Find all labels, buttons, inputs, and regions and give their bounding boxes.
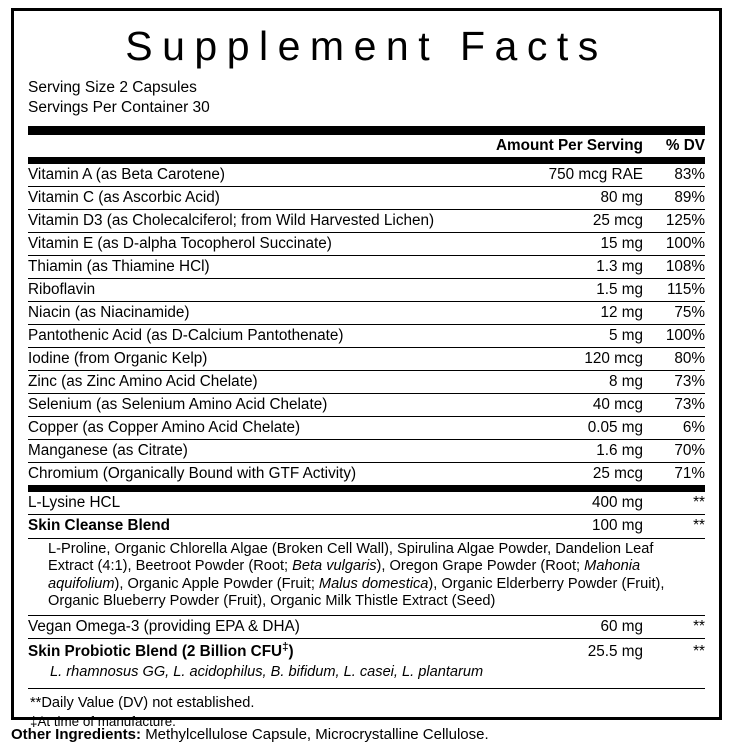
probiotic-strains: L. rhamnosus GG, L. acidophilus, B. bifidum, L. casei, L. plantarum	[50, 663, 484, 680]
other-ingredients-label: Other Ingredients:	[11, 726, 142, 743]
nutrient-amount: 1.6 mg	[493, 440, 643, 463]
table-row	[28, 325, 705, 348]
serving-block	[28, 78, 705, 118]
nutrient-dv: 73%	[643, 371, 705, 394]
nutrient-dv: 125%	[643, 209, 705, 232]
nutrient-dv: 6%	[643, 417, 705, 440]
table-row	[28, 417, 705, 440]
nutrients-table	[28, 164, 705, 487]
nutrient-name: Riboflavin	[28, 278, 493, 301]
nutrient-amount: 120 mcg	[493, 348, 643, 371]
nutrient-dv: 89%	[643, 186, 705, 209]
nutrient-name: Vitamin A (as Beta Carotene)	[28, 164, 493, 187]
nutrient-name: Manganese (as Citrate)	[28, 440, 493, 463]
nutrient-amount: 0.05 mg	[493, 417, 643, 440]
divider-thick-top	[28, 126, 705, 135]
nutrient-amount: 1.3 mg	[493, 255, 643, 278]
probiotic-name: Skin Probiotic Blend (2 Billion CFU‡)	[28, 640, 294, 660]
skin-cleanse-description: L-Proline, Organic Chlorella Algae (Broken Cell Wall), Spirulina Algae Powder, Dandelion Leaf Extract (4:1), Beetroot Powder (Root; Beta vulgaris), Oregon Grape Powder (Root; Mahonia aquifolium), Organic Apple Powder (Fruit; Malus domestica), Organic Elderberry Powder (Fruit), Organic Blueberry Powder (Fruit), Organic Milk Thistle Extract (Seed)	[28, 539, 705, 616]
nutrient-amount: 25 mcg	[493, 463, 643, 486]
table-row	[28, 255, 705, 278]
other-ingredients-text: Methylcellulose Capsule, Microcrystalline Cellulose.	[145, 726, 489, 743]
blends-table	[28, 492, 705, 684]
nutrient-dv: 75%	[643, 302, 705, 325]
nutrient-dv: 80%	[643, 348, 705, 371]
table-row-probiotic	[28, 638, 705, 663]
nutrient-dv: 73%	[643, 394, 705, 417]
table-row	[28, 302, 705, 325]
table-header-row	[28, 135, 705, 158]
nutrient-dv: 71%	[643, 463, 705, 486]
nutrient-dv: 70%	[643, 440, 705, 463]
nutrient-amount: 750 mcg RAE	[493, 164, 643, 187]
table-row	[28, 492, 705, 515]
supplement-facts-panel	[11, 8, 722, 730]
table-row-omega	[28, 616, 705, 639]
table-row	[28, 394, 705, 417]
footnote-dv: **Daily Value (DV) not established.	[30, 695, 255, 712]
nutrient-dv: 100%	[643, 325, 705, 348]
nutrient-amount: 12 mg	[493, 302, 643, 325]
nutrient-name: L-Lysine HCL	[28, 492, 493, 515]
table-row	[28, 440, 705, 463]
table-row	[28, 232, 705, 255]
nutrient-name: Vitamin D3 (as Cholecalciferol; from Wild Harvested Lichen)	[28, 209, 493, 232]
table-row	[28, 348, 705, 371]
nutrient-name: Iodine (from Organic Kelp)	[28, 348, 493, 371]
table-row	[28, 209, 705, 232]
serving-size: Serving Size 2 Capsules	[28, 79, 197, 97]
other-ingredients	[11, 726, 722, 744]
nutrient-dv: 115%	[643, 278, 705, 301]
nutrient-dv: 108%	[643, 255, 705, 278]
skin-cleanse-name: Skin Cleanse Blend	[28, 515, 493, 538]
nutrient-name: Chromium (Organically Bound with GTF Activity)	[28, 463, 493, 486]
header-amount: Amount Per Serving	[493, 135, 643, 158]
nutrient-amount: 400 mg	[493, 492, 643, 515]
table-row	[28, 186, 705, 209]
nutrient-name: Thiamin (as Thiamine HCl)	[28, 255, 493, 278]
footnotes	[28, 689, 705, 731]
omega-dv: **	[643, 616, 705, 639]
probiotic-dv: **	[693, 642, 705, 660]
nutrient-amount: 40 mcg	[493, 394, 643, 417]
table-row-skin-cleanse-desc	[28, 538, 705, 616]
table-row	[28, 278, 705, 301]
nutrient-name: Vitamin E (as D-alpha Tocopherol Succinate)	[28, 232, 493, 255]
nutrient-amount: 1.5 mg	[493, 278, 643, 301]
nutrient-amount: 80 mg	[493, 186, 643, 209]
facts-header-table	[28, 135, 705, 158]
footnote-manufacture: ‡At time of manufacture.	[30, 714, 176, 730]
nutrient-name: Zinc (as Zinc Amino Acid Chelate)	[28, 371, 493, 394]
nutrient-dv: 83%	[643, 164, 705, 187]
header-blank	[28, 135, 493, 158]
table-row-probiotic-strains	[28, 663, 705, 685]
nutrient-name: Copper (as Copper Amino Acid Chelate)	[28, 417, 493, 440]
table-row	[28, 164, 705, 187]
nutrient-name: Pantothenic Acid (as D-Calcium Pantothenate)	[28, 325, 493, 348]
omega-amount: 60 mg	[493, 616, 643, 639]
header-dv: % DV	[643, 135, 705, 158]
skin-cleanse-amount: 100 mg	[493, 515, 643, 538]
nutrient-amount: 8 mg	[493, 371, 643, 394]
page-title: Supplement Facts	[125, 23, 608, 69]
omega-name: Vegan Omega-3 (providing EPA & DHA)	[28, 616, 493, 639]
nutrient-name: Vitamin C (as Ascorbic Acid)	[28, 186, 493, 209]
nutrient-amount: 5 mg	[493, 325, 643, 348]
table-row	[28, 371, 705, 394]
nutrient-dv: 100%	[643, 232, 705, 255]
table-row-skin-cleanse	[28, 515, 705, 538]
nutrient-name: Niacin (as Niacinamide)	[28, 302, 493, 325]
nutrient-amount: 25 mcg	[493, 209, 643, 232]
servings-per-container: Servings Per Container 30	[28, 98, 210, 116]
nutrient-name: Selenium (as Selenium Amino Acid Chelate)	[28, 394, 493, 417]
table-row	[28, 463, 705, 486]
nutrient-dv: **	[643, 492, 705, 515]
probiotic-amount: 25.5 mg	[587, 642, 643, 660]
skin-cleanse-dv: **	[643, 515, 705, 538]
nutrient-amount: 15 mg	[493, 232, 643, 255]
